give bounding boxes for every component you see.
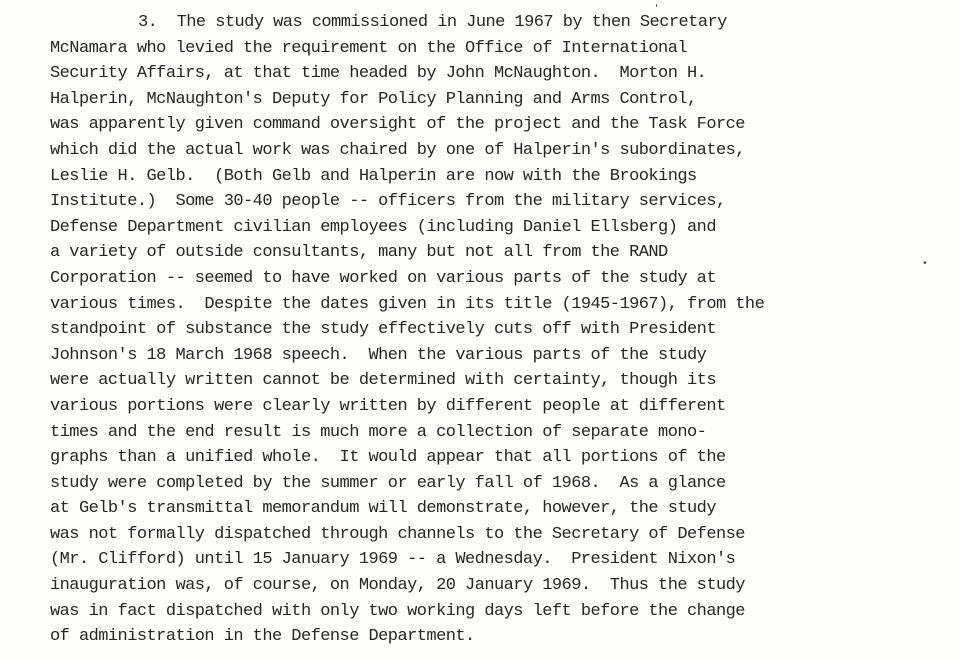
text-line: of administration in the Defense Department. [50, 627, 475, 647]
text-line: were actually written cannot be determined with certainty, though its [50, 371, 716, 391]
text-line: which did the actual work was chaired by one of Halperin's subordinates, [50, 140, 745, 160]
text-line: graphs than a unified whole. It would appear that all portions of the [50, 448, 726, 468]
text-line: a variety of outside consultants, many but not all from the RAND [50, 243, 668, 263]
text-line: various times. Despite the dates given in its title (1945-1967), from the [50, 294, 765, 314]
text-line: Institute.) Some 30-40 people -- officers from the military services, [50, 192, 726, 212]
text-line: Security Affairs, at that time headed by John McNaughton. Morton H. [50, 64, 707, 84]
paragraph-first-line [50, 10, 930, 36]
text-line: was not formally dispatched through channels to the Secretary of Defense [50, 524, 745, 544]
text-line: Defense Department civilian employees (including Daniel Ellsberg) and [50, 217, 716, 237]
text-line: Johnson's 18 March 1968 speech. When the various parts of the study [50, 345, 707, 365]
text-line: at Gelb's transmittal memorandum will demonstrate, however, the study [50, 499, 716, 519]
text-line: standpoint of substance the study effectively cuts off with President [50, 320, 716, 340]
handwritten-tick-mark: ' [655, 2, 659, 15]
text-line: was apparently given command oversight of the project and the Task Force [50, 115, 745, 135]
text-line: (Mr. Clifford) until 15 January 1969 -- a Wednesday. President Nixon's [50, 550, 736, 570]
paragraph-3 [50, 10, 930, 650]
text-line: inauguration was, of course, on Monday, 20 January 1969. Thus the study [50, 576, 745, 596]
text-line: was in fact dispatched with only two working days left before the change [50, 601, 745, 621]
text-line: times and the end result is much more a collection of separate mono- [50, 422, 707, 442]
text-line: Leslie H. Gelb. (Both Gelb and Halperin are now with the Brookings [50, 166, 697, 186]
stray-dot-mark: • [922, 258, 928, 269]
text-line: Corporation -- seemed to have worked on various parts of the study at [50, 268, 716, 288]
text-line: study were completed by the summer or early fall of 1968. As a glance [50, 473, 726, 493]
text-line: The study was commissioned in June 1967 by then Secretary [176, 13, 727, 32]
text-line: various portions were clearly written by different people at different [50, 396, 726, 416]
paragraph-number: 3. [138, 13, 158, 32]
text-line: McNamara who levied the requirement on the Office of International [50, 38, 688, 58]
text-line: Halperin, McNaughton's Deputy for Policy Planning and Arms Control, [50, 89, 697, 109]
